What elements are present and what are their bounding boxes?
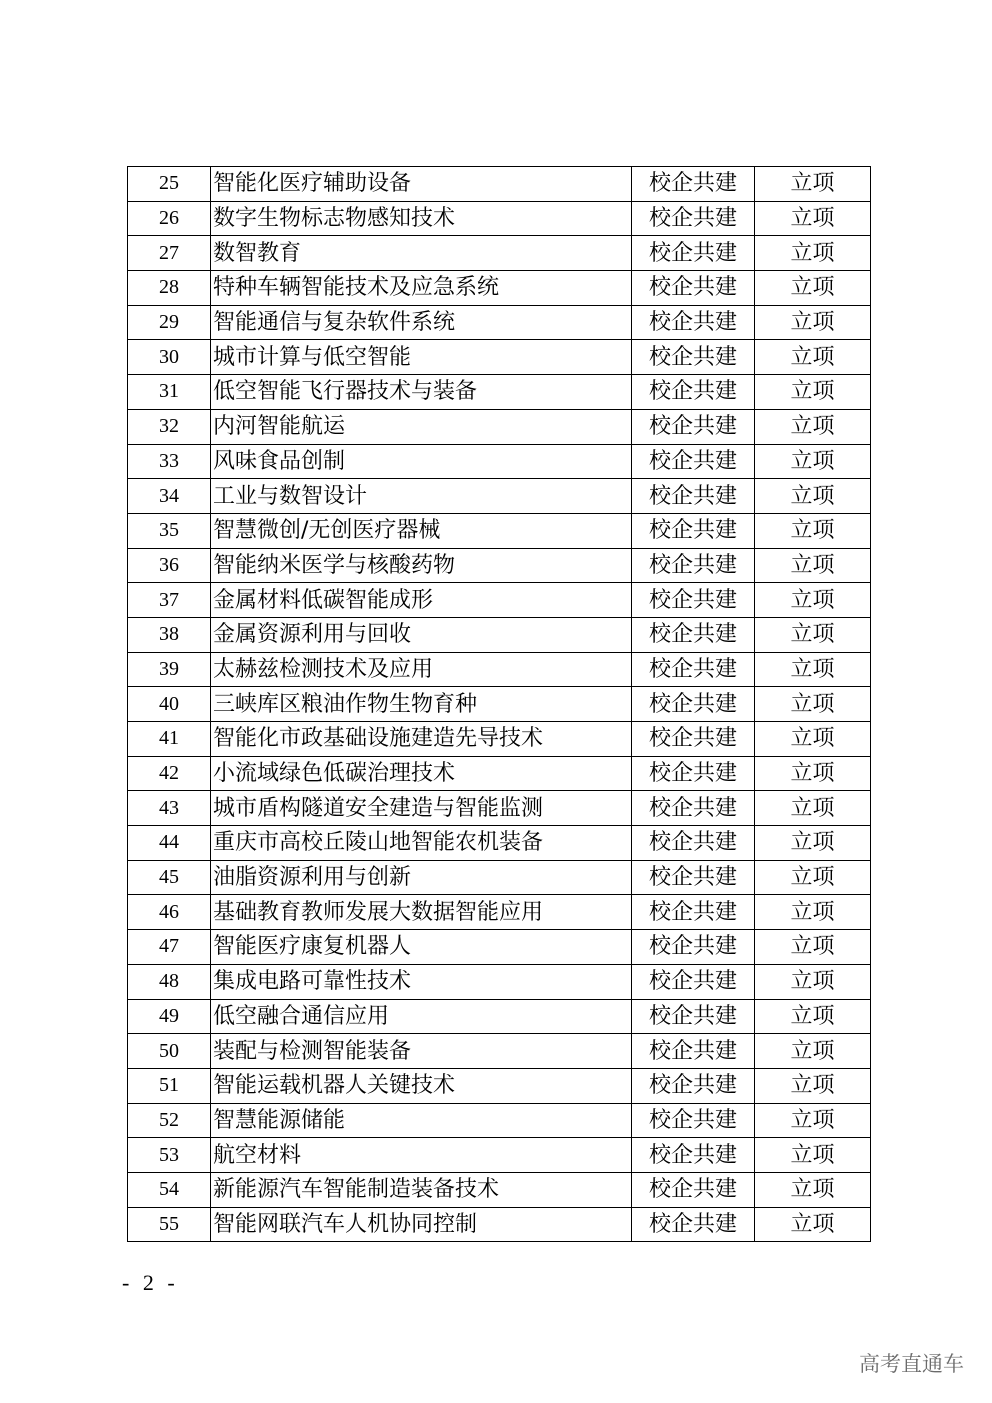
row-number: 31 [128,375,211,410]
project-name: 集成电路可靠性技术 [211,964,632,999]
build-type: 校企共建 [632,513,755,548]
row-number: 55 [128,1207,211,1242]
project-status: 立项 [755,791,871,826]
project-name: 金属资源利用与回收 [211,617,632,652]
project-status: 立项 [755,444,871,479]
project-name: 智能化医疗辅助设备 [211,167,632,202]
project-status: 立项 [755,201,871,236]
build-type: 校企共建 [632,409,755,444]
row-number: 54 [128,1172,211,1207]
build-type: 校企共建 [632,964,755,999]
table-row [128,409,871,444]
project-status: 立项 [755,930,871,965]
row-number: 26 [128,201,211,236]
project-status: 立项 [755,409,871,444]
build-type: 校企共建 [632,444,755,479]
project-status: 立项 [755,1138,871,1173]
row-number: 43 [128,791,211,826]
project-name: 数字生物标志物感知技术 [211,201,632,236]
project-name: 低空融合通信应用 [211,999,632,1034]
project-status: 立项 [755,687,871,722]
project-status: 立项 [755,479,871,514]
project-status: 立项 [755,895,871,930]
table-row [128,1068,871,1103]
project-name: 内河智能航运 [211,409,632,444]
project-name: 三峡库区粮油作物生物育种 [211,687,632,722]
project-name: 太赫兹检测技术及应用 [211,652,632,687]
table-row [128,479,871,514]
project-status: 立项 [755,999,871,1034]
project-status: 立项 [755,964,871,999]
project-name: 数智教育 [211,236,632,271]
project-name: 智能化市政基础设施建造先导技术 [211,722,632,757]
row-number: 50 [128,1034,211,1069]
row-number: 38 [128,617,211,652]
project-table [127,166,871,1242]
build-type: 校企共建 [632,167,755,202]
project-name: 油脂资源利用与创新 [211,860,632,895]
table-row [128,340,871,375]
table-row [128,167,871,202]
row-number: 41 [128,722,211,757]
project-status: 立项 [755,513,871,548]
page-number: - 2 - [122,1270,179,1295]
row-number: 40 [128,687,211,722]
table-row [128,444,871,479]
row-number: 51 [128,1068,211,1103]
row-number: 33 [128,444,211,479]
row-number: 44 [128,826,211,861]
build-type: 校企共建 [632,1172,755,1207]
row-number: 46 [128,895,211,930]
table-row [128,722,871,757]
table-row [128,583,871,618]
table-row [128,1172,871,1207]
build-type: 校企共建 [632,340,755,375]
row-number: 30 [128,340,211,375]
row-number: 42 [128,756,211,791]
table-row [128,375,871,410]
project-name: 智能纳米医学与核酸药物 [211,548,632,583]
build-type: 校企共建 [632,687,755,722]
row-number: 29 [128,305,211,340]
project-status: 立项 [755,1034,871,1069]
project-status: 立项 [755,583,871,618]
project-name: 城市计算与低空智能 [211,340,632,375]
project-status: 立项 [755,722,871,757]
build-type: 校企共建 [632,1138,755,1173]
project-status: 立项 [755,860,871,895]
build-type: 校企共建 [632,791,755,826]
project-name: 特种车辆智能技术及应急系统 [211,271,632,306]
project-name: 基础教育教师发展大数据智能应用 [211,895,632,930]
build-type: 校企共建 [632,930,755,965]
row-number: 49 [128,999,211,1034]
table-row [128,826,871,861]
table-row [128,1034,871,1069]
table-body [128,167,871,1242]
project-status: 立项 [755,167,871,202]
table-row [128,930,871,965]
project-status: 立项 [755,271,871,306]
build-type: 校企共建 [632,236,755,271]
project-status: 立项 [755,236,871,271]
row-number: 39 [128,652,211,687]
row-number: 28 [128,271,211,306]
row-number: 32 [128,409,211,444]
table-row [128,305,871,340]
build-type: 校企共建 [632,271,755,306]
project-name: 航空材料 [211,1138,632,1173]
project-status: 立项 [755,617,871,652]
project-status: 立项 [755,1068,871,1103]
table-row [128,236,871,271]
table-row [128,999,871,1034]
project-status: 立项 [755,375,871,410]
table-row [128,1207,871,1242]
row-number: 45 [128,860,211,895]
build-type: 校企共建 [632,860,755,895]
project-name: 装配与检测智能装备 [211,1034,632,1069]
table-row [128,652,871,687]
build-type: 校企共建 [632,305,755,340]
project-name: 低空智能飞行器技术与装备 [211,375,632,410]
row-number: 53 [128,1138,211,1173]
build-type: 校企共建 [632,999,755,1034]
table-row [128,617,871,652]
row-number: 25 [128,167,211,202]
table-row [128,756,871,791]
build-type: 校企共建 [632,548,755,583]
project-status: 立项 [755,340,871,375]
build-type: 校企共建 [632,1034,755,1069]
project-table-container [127,166,871,1242]
table-row [128,860,871,895]
table-row [128,548,871,583]
project-name: 智能运载机器人关键技术 [211,1068,632,1103]
project-name: 小流域绿色低碳治理技术 [211,756,632,791]
row-number: 35 [128,513,211,548]
project-name: 智能医疗康复机器人 [211,930,632,965]
table-row [128,1103,871,1138]
table-row [128,271,871,306]
build-type: 校企共建 [632,583,755,618]
build-type: 校企共建 [632,375,755,410]
project-status: 立项 [755,652,871,687]
build-type: 校企共建 [632,826,755,861]
row-number: 37 [128,583,211,618]
project-name: 智能网联汽车人机协同控制 [211,1207,632,1242]
project-status: 立项 [755,305,871,340]
project-name: 智慧能源储能 [211,1103,632,1138]
build-type: 校企共建 [632,895,755,930]
project-name: 工业与数智设计 [211,479,632,514]
project-name: 城市盾构隧道安全建造与智能监测 [211,791,632,826]
row-number: 34 [128,479,211,514]
table-row [128,895,871,930]
project-name: 新能源汽车智能制造装备技术 [211,1172,632,1207]
table-row [128,201,871,236]
build-type: 校企共建 [632,1207,755,1242]
project-name: 金属材料低碳智能成形 [211,583,632,618]
build-type: 校企共建 [632,617,755,652]
project-status: 立项 [755,1207,871,1242]
row-number: 48 [128,964,211,999]
table-row [128,513,871,548]
project-status: 立项 [755,1103,871,1138]
build-type: 校企共建 [632,1068,755,1103]
build-type: 校企共建 [632,652,755,687]
build-type: 校企共建 [632,479,755,514]
table-row [128,964,871,999]
build-type: 校企共建 [632,1103,755,1138]
watermark: 高考直通车 [859,1352,964,1376]
build-type: 校企共建 [632,756,755,791]
project-status: 立项 [755,756,871,791]
project-status: 立项 [755,548,871,583]
project-status: 立项 [755,826,871,861]
project-status: 立项 [755,1172,871,1207]
table-row [128,791,871,826]
project-name: 风味食品创制 [211,444,632,479]
project-name: 智能通信与复杂软件系统 [211,305,632,340]
row-number: 36 [128,548,211,583]
table-row [128,687,871,722]
project-name: 智慧微创/无创医疗器械 [211,513,632,548]
table-row [128,1138,871,1173]
build-type: 校企共建 [632,201,755,236]
row-number: 47 [128,930,211,965]
row-number: 27 [128,236,211,271]
build-type: 校企共建 [632,722,755,757]
row-number: 52 [128,1103,211,1138]
project-name: 重庆市高校丘陵山地智能农机装备 [211,826,632,861]
